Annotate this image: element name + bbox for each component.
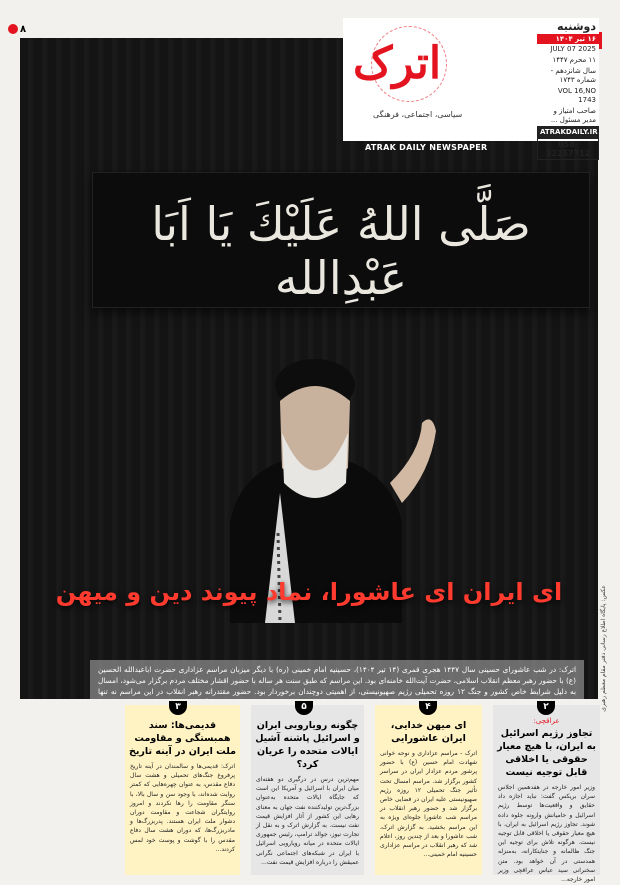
masthead-info [537,18,599,158]
page-number: ۸ [20,23,27,35]
story-body: اترک - مراسم عزاداری و نوحه خوانی شهادت امام حسین (ع) با حضور پرشور مردم عزادار ایران در سراسر کشور برگزار شد. مراسم امسال تحت تأثیر جنگ تحمیلی ۱۲ روزه رژیم صهیونیستی علیه ایران در فضایی خاص برگزار شد و حضور رهبر انقلاب در مراسم شب عاشورا جلوه‌ای ویژه به این مراسم بخشید. به گزارش اترک، شب عاشورا و بعد از چندین روز، اعلام شد که رهبر انقلاب در مراسم عزاداری حسینیه امام خمینی... [380,750,478,859]
story-title[interactable]: قدیمی‌ها: سند همبستگی و مقاومت ملت ایران در آینه تاریخ [129,720,236,757]
next-page-icon[interactable] [8,24,18,34]
photo-credit: عکس: پایگاه اطلاع رسانی دفتر مقام معظم رهبری [600,585,607,712]
english-masthead: ATRAK DAILY NEWSPAPER [365,143,488,152]
story-title[interactable]: چگونه رویارویی ایران و اسرائیل پاشنه آشیل ایالات متحده را عریان کرد؟ [255,720,360,770]
page-ref-badge: ۳ [169,701,187,715]
story-title[interactable]: ای میهن خدایی، ایران عاشورایی [390,720,467,744]
date-greg: JULY 07 2025 [550,45,596,53]
story-kicker: عراقچی: [533,717,560,725]
page-number-badge [8,22,26,36]
page-ref-badge: ۴ [419,701,437,715]
page-ref-badge: ۵ [295,701,313,715]
date-hijri: ۱۱ محرم ۱۴۴۷ [552,56,596,64]
story-column-1[interactable] [493,702,600,884]
volume: VOL 16,NO 1743 [557,87,596,104]
story-body: وزیر امور خارجه در هفدهمین اجلاس سران بریکس گفت: نباید اجازه داد حقایق و واقعیت‌ها توسط رژیم اسرائیل و حامیانش وارونه جلوه داده شوند. تجاوز رژیم اسرائیل به ایران، با هیچ معیار حقوقی یا اخلاقی قابل توجیه نیست. هرگونه تلاش برای توجیه این جنگ ظالمانه و جنایتکارانه، به‌منزله همدستی در آن خواهد بود. متن سخنرانی سید عباس عراقچی وزیر امور خارجه... [498,784,595,884]
speaker-figure [170,293,460,623]
website-url[interactable]: ATRAKDAILY.IR [537,126,599,138]
lead-paragraph: اترک: در شب عاشورای حسینی سال ۱۴۴۷ هجری قمری (۱۴ تیر ۱۴۰۴)، حسینیه امام خمینی (ره) با دیگر میزبان مراسم عزاداری حضرت اباعبدالله الحسین (ع) با حضور رهبر معظم انقلاب اسلامی، حضرت آیت‌الله خامنه‌ای بود. این مراسم که طبق سنت هر ساله با حضور اقشار مختلف مردم برگزار می‌شود، امسال به دلیل شرایط خاص کشور و جنگ ۱۲ روزه تحمیلی رژیم صهیونیستی، از اهمیتی دوچندان برخوردار بود. حضور مقتدرانه رهبر انقلاب در این مراسم نه تنها [90,660,584,699]
weekday: دوشنبه [537,18,599,34]
story-body: اترک: قدیمی‌ها و سالمندان در آینه تاریخ پرفروغ جنگ‌های تحمیلی و هشت سال دفاع مقدس، به عنوان چهره‌هایی که کمتر روایت شده‌اند، با وجود سن و سال بالا، با سنگر مقاومت را رها نکردند و امروز روایتگران شجاعت و مقاومت دوران دشوار ملت ایران هستند. پدربزرگ‌ها و مادربزرگ‌ها، که دوران هشت سال دفاع مقدس را با گوشت و پوست خود لمس کردند... [130,763,235,853]
info-lines: صاحب امتیاز و مدیر مسئول ... [550,107,596,124]
date-shamsi: ۱۶ تیر ۱۴۰۴ [537,34,599,44]
story-columns [20,702,600,884]
logo: اترک [353,38,442,89]
story-body: مهم‌ترین درس در درگیری دو هفته‌ای میان ایران با اسرائیل و آمریکا این است که جایگاه ایالات متحده به‌عنوان بزرگ‌ترین تولیدکننده نفت جهان به معنای رهایی این کشور از آثار افزایش قیمت نفت نیست. به گزارش اترک و به نقل از تجارت نیوز، جوالد ترامپ، رئیس جمهوری ایالات متحده در میانه رویارویی اسرائیل با ایران در شبکه‌های اجتماعی نگرانی عمیقش را درباره افزایش قیمت نفت... [256,776,359,866]
story-title[interactable]: تجاوز رژیم اسرائیل به ایران، با هیچ معیار حقوقی یا اخلاقی قابل توجیه نیست [497,728,596,778]
year-line: سال شانزدهم - شماره ۱۷۴۳ [550,67,596,84]
story-column-3[interactable] [251,702,364,875]
banner-text: صَلَّى اللهُ عَلَيْكَ يَا اَبَا عَبْدِالله [151,197,531,305]
main-headline[interactable]: ای ایران ای عاشورا، نماد پیوند دین و میهن [55,578,563,606]
page-ref-badge: ۲ [537,701,555,715]
story-column-2[interactable] [375,702,482,875]
logo-tagline: سیاسی، اجتماعی، فرهنگی [373,110,463,119]
story-column-4[interactable] [125,702,240,875]
phone-number: 058-32257712 [537,138,599,160]
calligraphy-banner [92,172,590,308]
